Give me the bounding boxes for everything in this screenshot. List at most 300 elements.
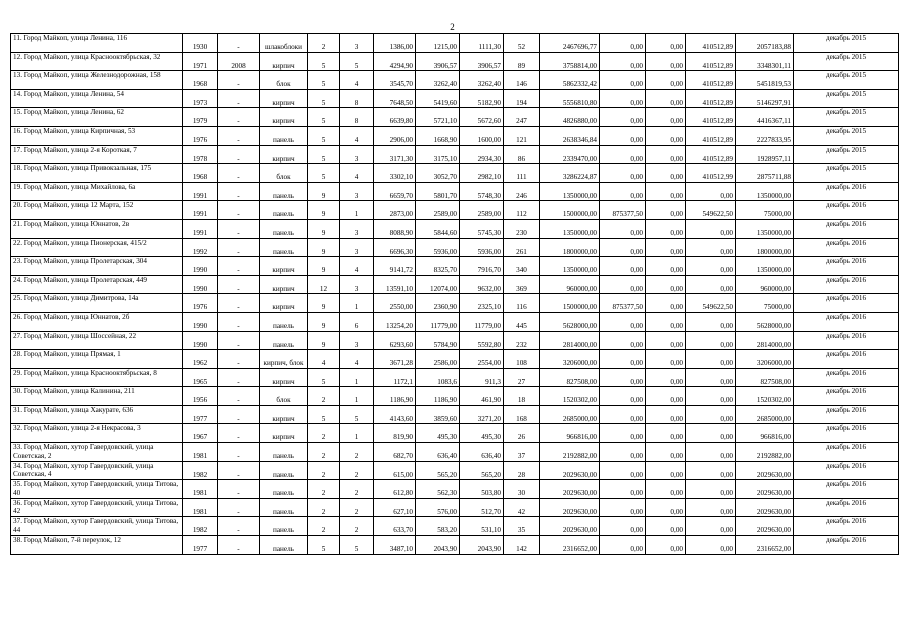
cost-cell: 0,00 — [600, 461, 646, 480]
floors-cell: 2 — [308, 480, 340, 499]
deadline-cell: декабрь 2016 — [794, 275, 899, 294]
year-built-cell: 1965 — [183, 368, 218, 387]
year-built-cell: 1956 — [183, 387, 218, 406]
cost-cell: 0,00 — [646, 238, 686, 257]
entrances-cell: 4 — [340, 126, 374, 145]
entrances-cell: 2 — [340, 498, 374, 517]
cost-cell: 0,00 — [686, 424, 736, 443]
cost-cell: 0,00 — [686, 182, 736, 201]
residents-cell: 116 — [504, 294, 540, 313]
area-cell: 2586,00 — [416, 350, 460, 369]
year-built-cell: 1976 — [183, 294, 218, 313]
cost-cell: 0,00 — [600, 331, 646, 350]
cost-cell: 1350000,00 — [736, 257, 794, 276]
wall-material-cell: кирпич, блок — [260, 350, 308, 369]
address-cell: 18. Город Майкоп, улица Привокзальная, 175 — [11, 164, 183, 183]
address-cell: 14. Город Майкоп, улица Ленина, 54 — [11, 89, 183, 108]
commissioning-year-cell: - — [218, 182, 260, 201]
entrances-cell: 3 — [340, 238, 374, 257]
total-area-cell: 1186,90 — [374, 387, 416, 406]
deadline-cell: декабрь 2016 — [794, 536, 899, 555]
deadline-cell: декабрь 2015 — [794, 71, 899, 90]
area-cell: 9632,00 — [460, 275, 504, 294]
cost-total-cell: 2029630,00 — [540, 517, 600, 536]
entrances-cell: 4 — [340, 71, 374, 90]
address-cell: 29. Город Майкоп, улица Краснооктябрьская, 8 — [11, 368, 183, 387]
cost-total-cell: 2192882,00 — [540, 443, 600, 462]
floors-cell: 5 — [308, 536, 340, 555]
cost-cell: 410512,89 — [686, 126, 736, 145]
total-area-cell: 9141,72 — [374, 257, 416, 276]
cost-cell: 0,00 — [686, 498, 736, 517]
address-cell: 15. Город Майкоп, улица Ленина, 62 — [11, 108, 183, 127]
cost-cell: 0,00 — [646, 108, 686, 127]
total-area-cell: 633,70 — [374, 517, 416, 536]
cost-cell: 0,00 — [600, 108, 646, 127]
cost-cell: 0,00 — [686, 405, 736, 424]
cost-cell: 5451819,53 — [736, 71, 794, 90]
table-row — [11, 238, 899, 257]
table-row — [11, 126, 899, 145]
cost-cell: 0,00 — [686, 331, 736, 350]
cost-cell: 3348301,11 — [736, 52, 794, 71]
cost-cell: 2029630,00 — [736, 517, 794, 536]
cost-cell: 0,00 — [600, 126, 646, 145]
area-cell: 1668,90 — [416, 126, 460, 145]
table-row — [11, 368, 899, 387]
wall-material-cell: панель — [260, 517, 308, 536]
year-built-cell: 1982 — [183, 461, 218, 480]
cost-cell: 75000,00 — [736, 201, 794, 220]
cost-cell: 0,00 — [686, 536, 736, 555]
year-built-cell: 1981 — [183, 443, 218, 462]
cost-cell: 0,00 — [686, 461, 736, 480]
cost-cell: 0,00 — [646, 126, 686, 145]
wall-material-cell: панель — [260, 480, 308, 499]
cost-cell: 0,00 — [600, 145, 646, 164]
address-cell: 20. Город Майкоп, улица 12 Марта, 152 — [11, 201, 183, 220]
residents-cell: 18 — [504, 387, 540, 406]
commissioning-year-cell: - — [218, 461, 260, 480]
residents-cell: 112 — [504, 201, 540, 220]
cost-cell: 410512,99 — [686, 164, 736, 183]
cost-cell: 410512,89 — [686, 34, 736, 53]
year-built-cell: 1990 — [183, 331, 218, 350]
total-area-cell: 682,70 — [374, 443, 416, 462]
year-built-cell: 1978 — [183, 145, 218, 164]
area-cell: 565,20 — [416, 461, 460, 480]
cost-cell: 0,00 — [686, 238, 736, 257]
deadline-cell: декабрь 2015 — [794, 89, 899, 108]
cost-total-cell: 2029630,00 — [540, 498, 600, 517]
residents-cell: 108 — [504, 350, 540, 369]
cost-total-cell: 966816,00 — [540, 424, 600, 443]
deadline-cell: декабрь 2015 — [794, 34, 899, 53]
wall-material-cell: кирпич — [260, 89, 308, 108]
table-row — [11, 424, 899, 443]
cost-cell: 0,00 — [600, 257, 646, 276]
cost-cell: 5146297,91 — [736, 89, 794, 108]
floors-cell: 5 — [308, 405, 340, 424]
area-cell: 495,30 — [460, 424, 504, 443]
cost-cell: 2685000,00 — [736, 405, 794, 424]
table-row — [11, 443, 899, 462]
year-built-cell: 1979 — [183, 108, 218, 127]
total-area-cell: 1386,00 — [374, 34, 416, 53]
address-cell: 32. Город Майкоп, улица 2-я Некрасова, 3 — [11, 424, 183, 443]
cost-total-cell: 2685000,00 — [540, 405, 600, 424]
commissioning-year-cell: - — [218, 405, 260, 424]
cost-cell: 410512,89 — [686, 108, 736, 127]
cost-cell: 2875711,88 — [736, 164, 794, 183]
commissioning-year-cell: - — [218, 350, 260, 369]
deadline-cell: декабрь 2016 — [794, 368, 899, 387]
cost-cell: 0,00 — [646, 257, 686, 276]
cost-cell: 1928957,11 — [736, 145, 794, 164]
table-body — [11, 34, 899, 555]
floors-cell: 2 — [308, 424, 340, 443]
wall-material-cell: кирпич — [260, 257, 308, 276]
entrances-cell: 2 — [340, 443, 374, 462]
cost-cell: 0,00 — [646, 405, 686, 424]
wall-material-cell: панель — [260, 182, 308, 201]
cost-cell: 1800000,00 — [736, 238, 794, 257]
total-area-cell: 819,90 — [374, 424, 416, 443]
area-cell: 5844,60 — [416, 219, 460, 238]
area-cell: 2360,90 — [416, 294, 460, 313]
area-cell: 2982,10 — [460, 164, 504, 183]
commissioning-year-cell: - — [218, 424, 260, 443]
area-cell: 636,40 — [416, 443, 460, 462]
commissioning-year-cell: - — [218, 34, 260, 53]
address-cell: 17. Город Майкоп, улица 2-я Короткая, 7 — [11, 145, 183, 164]
area-cell: 3906,57 — [460, 52, 504, 71]
cost-cell: 0,00 — [686, 275, 736, 294]
cost-total-cell: 2638346,84 — [540, 126, 600, 145]
residents-cell: 246 — [504, 182, 540, 201]
cost-cell: 2029630,00 — [736, 498, 794, 517]
residents-cell: 121 — [504, 126, 540, 145]
residents-cell: 30 — [504, 480, 540, 499]
year-built-cell: 1990 — [183, 257, 218, 276]
commissioning-year-cell: - — [218, 126, 260, 145]
deadline-cell: декабрь 2016 — [794, 480, 899, 499]
floors-cell: 9 — [308, 257, 340, 276]
commissioning-year-cell: - — [218, 201, 260, 220]
wall-material-cell: панель — [260, 443, 308, 462]
residents-cell: 247 — [504, 108, 540, 127]
total-area-cell: 6696,30 — [374, 238, 416, 257]
year-built-cell: 1991 — [183, 201, 218, 220]
year-built-cell: 1991 — [183, 182, 218, 201]
area-cell: 3271,20 — [460, 405, 504, 424]
table-row — [11, 536, 899, 555]
cost-cell: 4416367,11 — [736, 108, 794, 127]
table-row — [11, 108, 899, 127]
year-built-cell: 1981 — [183, 480, 218, 499]
cost-total-cell: 1800000,00 — [540, 238, 600, 257]
table-row — [11, 89, 899, 108]
area-cell: 11779,00 — [416, 312, 460, 331]
floors-cell: 5 — [308, 145, 340, 164]
floors-cell: 9 — [308, 238, 340, 257]
cost-cell: 0,00 — [600, 405, 646, 424]
area-cell: 2589,00 — [460, 201, 504, 220]
area-cell: 562,30 — [416, 480, 460, 499]
table-row — [11, 387, 899, 406]
commissioning-year-cell: 2008 — [218, 52, 260, 71]
deadline-cell: декабрь 2015 — [794, 126, 899, 145]
cost-cell: 410512,89 — [686, 71, 736, 90]
entrances-cell: 3 — [340, 145, 374, 164]
cost-cell: 0,00 — [600, 52, 646, 71]
table-row — [11, 331, 899, 350]
cost-cell: 2227833,95 — [736, 126, 794, 145]
area-cell: 7916,70 — [460, 257, 504, 276]
table-row — [11, 201, 899, 220]
cost-cell: 410512,89 — [686, 52, 736, 71]
cost-cell: 0,00 — [600, 517, 646, 536]
cost-cell: 0,00 — [600, 536, 646, 555]
residents-cell: 445 — [504, 312, 540, 331]
residents-cell: 194 — [504, 89, 540, 108]
page-number: 2 — [450, 22, 455, 32]
area-cell: 5721,10 — [416, 108, 460, 127]
wall-material-cell: панель — [260, 312, 308, 331]
commissioning-year-cell: - — [218, 257, 260, 276]
table-row — [11, 294, 899, 313]
cost-cell: 1350000,00 — [736, 219, 794, 238]
entrances-cell: 2 — [340, 461, 374, 480]
floors-cell: 2 — [308, 461, 340, 480]
entrances-cell: 5 — [340, 52, 374, 71]
cost-cell: 0,00 — [646, 331, 686, 350]
address-cell: 25. Город Майкоп, улица Димитрова, 14а — [11, 294, 183, 313]
area-cell: 3175,10 — [416, 145, 460, 164]
area-cell: 2554,00 — [460, 350, 504, 369]
total-area-cell: 6293,60 — [374, 331, 416, 350]
cost-cell: 0,00 — [600, 164, 646, 183]
deadline-cell: декабрь 2016 — [794, 405, 899, 424]
cost-cell: 0,00 — [646, 443, 686, 462]
area-cell: 2325,10 — [460, 294, 504, 313]
wall-material-cell: кирпич — [260, 52, 308, 71]
cost-cell: 0,00 — [646, 480, 686, 499]
year-built-cell: 1968 — [183, 71, 218, 90]
entrances-cell: 5 — [340, 536, 374, 555]
residents-cell: 52 — [504, 34, 540, 53]
area-cell: 461,90 — [460, 387, 504, 406]
year-built-cell: 1967 — [183, 424, 218, 443]
commissioning-year-cell: - — [218, 294, 260, 313]
cost-total-cell: 3206000,00 — [540, 350, 600, 369]
cost-cell: 0,00 — [646, 461, 686, 480]
deadline-cell: декабрь 2016 — [794, 517, 899, 536]
entrances-cell: 3 — [340, 182, 374, 201]
entrances-cell: 8 — [340, 108, 374, 127]
cost-total-cell: 3286224,87 — [540, 164, 600, 183]
area-cell: 11779,00 — [460, 312, 504, 331]
year-built-cell: 1930 — [183, 34, 218, 53]
cost-cell: 0,00 — [686, 350, 736, 369]
wall-material-cell: панель — [260, 201, 308, 220]
year-built-cell: 1990 — [183, 312, 218, 331]
area-cell: 5936,00 — [416, 238, 460, 257]
area-cell: 8325,70 — [416, 257, 460, 276]
residents-cell: 168 — [504, 405, 540, 424]
cost-cell: 0,00 — [600, 350, 646, 369]
cost-cell: 0,00 — [646, 424, 686, 443]
total-area-cell: 8088,90 — [374, 219, 416, 238]
year-built-cell: 1981 — [183, 498, 218, 517]
cost-cell: 0,00 — [686, 517, 736, 536]
floors-cell: 12 — [308, 275, 340, 294]
address-cell: 21. Город Майкоп, улица Юннатов, 2в — [11, 219, 183, 238]
residents-cell: 146 — [504, 71, 540, 90]
cost-cell: 0,00 — [600, 182, 646, 201]
cost-cell: 2192882,00 — [736, 443, 794, 462]
address-cell: 26. Город Майкоп, улица Юннатов, 2б — [11, 312, 183, 331]
table-row — [11, 498, 899, 517]
cost-cell: 2814000,00 — [736, 331, 794, 350]
table-row — [11, 405, 899, 424]
area-cell: 565,20 — [460, 461, 504, 480]
wall-material-cell: панель — [260, 126, 308, 145]
cost-cell: 0,00 — [600, 443, 646, 462]
cost-total-cell: 827508,00 — [540, 368, 600, 387]
total-area-cell: 627,10 — [374, 498, 416, 517]
address-cell: 33. Город Майкоп, хутор Гавердовский, улица Советская, 2 — [11, 443, 183, 462]
housing-registry-table — [10, 33, 899, 555]
area-cell: 5936,00 — [460, 238, 504, 257]
table-row — [11, 164, 899, 183]
cost-cell: 0,00 — [646, 182, 686, 201]
area-cell: 2589,00 — [416, 201, 460, 220]
commissioning-year-cell: - — [218, 368, 260, 387]
commissioning-year-cell: - — [218, 89, 260, 108]
cost-total-cell: 2339470,00 — [540, 145, 600, 164]
cost-total-cell: 3758814,00 — [540, 52, 600, 71]
wall-material-cell: кирпич — [260, 275, 308, 294]
cost-total-cell: 1350000,00 — [540, 257, 600, 276]
deadline-cell: декабрь 2015 — [794, 164, 899, 183]
floors-cell: 5 — [308, 368, 340, 387]
floors-cell: 5 — [308, 164, 340, 183]
table-row — [11, 275, 899, 294]
table-row — [11, 257, 899, 276]
wall-material-cell: кирпич — [260, 108, 308, 127]
commissioning-year-cell: - — [218, 387, 260, 406]
commissioning-year-cell: - — [218, 219, 260, 238]
area-cell: 495,30 — [416, 424, 460, 443]
address-cell: 30. Город Майкоп, улица Калинина, 211 — [11, 387, 183, 406]
cost-cell: 0,00 — [646, 89, 686, 108]
cost-cell: 1520302,00 — [736, 387, 794, 406]
entrances-cell: 1 — [340, 368, 374, 387]
area-cell: 531,10 — [460, 517, 504, 536]
cost-cell: 0,00 — [686, 219, 736, 238]
cost-total-cell: 1350000,00 — [540, 182, 600, 201]
cost-cell: 0,00 — [646, 517, 686, 536]
table-row — [11, 52, 899, 71]
residents-cell: 89 — [504, 52, 540, 71]
address-cell: 23. Город Майкоп, улица Пролетарская, 304 — [11, 257, 183, 276]
cost-cell: 827508,00 — [736, 368, 794, 387]
table-row — [11, 350, 899, 369]
commissioning-year-cell: - — [218, 480, 260, 499]
area-cell: 5801,70 — [416, 182, 460, 201]
entrances-cell: 3 — [340, 275, 374, 294]
area-cell: 12074,00 — [416, 275, 460, 294]
cost-cell: 0,00 — [600, 387, 646, 406]
cost-cell: 0,00 — [646, 498, 686, 517]
cost-total-cell: 1500000,00 — [540, 294, 600, 313]
total-area-cell: 6639,80 — [374, 108, 416, 127]
deadline-cell: декабрь 2016 — [794, 461, 899, 480]
address-cell: 35. Город Майкоп, хутор Гавердовский, улица Титова, 40 — [11, 480, 183, 499]
cost-cell: 0,00 — [600, 71, 646, 90]
entrances-cell: 8 — [340, 89, 374, 108]
wall-material-cell: панель — [260, 331, 308, 350]
deadline-cell: декабрь 2016 — [794, 201, 899, 220]
cost-cell: 0,00 — [646, 536, 686, 555]
residents-cell: 27 — [504, 368, 540, 387]
area-cell: 5592,80 — [460, 331, 504, 350]
commissioning-year-cell: - — [218, 536, 260, 555]
wall-material-cell: панель — [260, 536, 308, 555]
floors-cell: 9 — [308, 312, 340, 331]
residents-cell: 42 — [504, 498, 540, 517]
floors-cell: 2 — [308, 387, 340, 406]
deadline-cell: декабрь 2016 — [794, 424, 899, 443]
entrances-cell: 4 — [340, 350, 374, 369]
cost-cell: 410512,89 — [686, 145, 736, 164]
address-cell: 13. Город Майкоп, улица Железнодорожная, 158 — [11, 71, 183, 90]
total-area-cell: 3302,10 — [374, 164, 416, 183]
entrances-cell: 1 — [340, 201, 374, 220]
cost-cell: 0,00 — [646, 312, 686, 331]
area-cell: 911,3 — [460, 368, 504, 387]
area-cell: 1600,00 — [460, 126, 504, 145]
cost-cell: 75000,00 — [736, 294, 794, 313]
total-area-cell: 1172,1 — [374, 368, 416, 387]
commissioning-year-cell: - — [218, 517, 260, 536]
cost-cell: 0,00 — [600, 89, 646, 108]
residents-cell: 111 — [504, 164, 540, 183]
entrances-cell: 1 — [340, 387, 374, 406]
cost-total-cell: 2029630,00 — [540, 480, 600, 499]
residents-cell: 232 — [504, 331, 540, 350]
total-area-cell: 612,80 — [374, 480, 416, 499]
cost-cell: 410512,89 — [686, 89, 736, 108]
entrances-cell: 2 — [340, 517, 374, 536]
total-area-cell: 4294,90 — [374, 52, 416, 71]
deadline-cell: декабрь 2016 — [794, 294, 899, 313]
cost-total-cell: 4826880,00 — [540, 108, 600, 127]
cost-cell: 0,00 — [646, 368, 686, 387]
cost-total-cell: 1350000,00 — [540, 219, 600, 238]
cost-total-cell: 5556810,80 — [540, 89, 600, 108]
floors-cell: 4 — [308, 350, 340, 369]
cost-cell: 960000,00 — [736, 275, 794, 294]
area-cell: 1215,00 — [416, 34, 460, 53]
address-cell: 24. Город Майкоп, улица Пролетарская, 449 — [11, 275, 183, 294]
area-cell: 3052,70 — [416, 164, 460, 183]
area-cell: 2043,90 — [416, 536, 460, 555]
wall-material-cell: кирпич — [260, 424, 308, 443]
year-built-cell: 1973 — [183, 89, 218, 108]
residents-cell: 142 — [504, 536, 540, 555]
